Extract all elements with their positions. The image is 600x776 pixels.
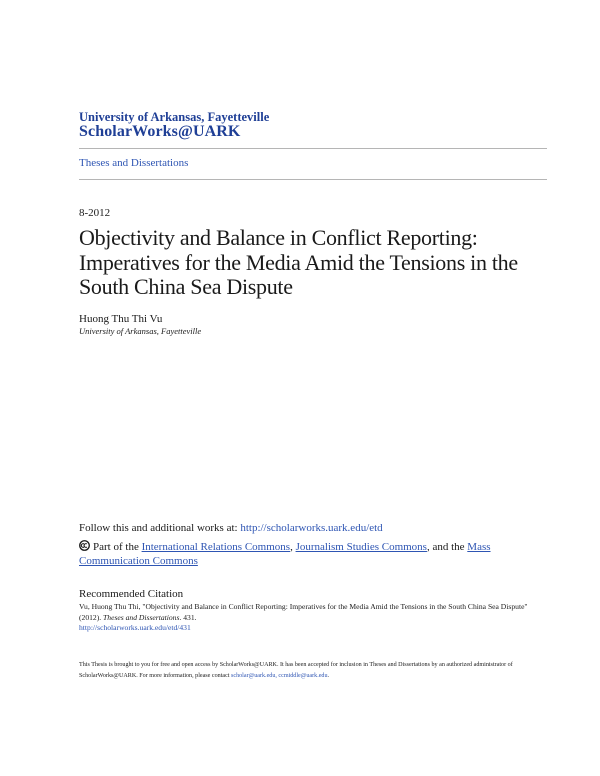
recommended-citation-heading: Recommended Citation bbox=[79, 588, 184, 600]
journalism-studies-commons-link[interactable]: Journalism Studies Commons bbox=[295, 541, 427, 553]
follow-line bbox=[79, 522, 383, 534]
divider-top bbox=[79, 148, 547, 149]
citation-number: . 431. bbox=[179, 612, 197, 622]
part-of-sep-2: , and the bbox=[426, 541, 468, 553]
part-of-sep-1: , bbox=[290, 541, 296, 553]
creative-commons-icon bbox=[79, 540, 90, 551]
part-of-prefix: Part of the bbox=[93, 541, 142, 553]
notice-end: . bbox=[327, 672, 330, 679]
author-affiliation: University of Arkansas, Fayetteville bbox=[79, 326, 202, 336]
follow-url-link[interactable]: http://scholarworks.uark.edu/etd bbox=[240, 522, 383, 534]
citation-series: Theses and Dissertations bbox=[103, 612, 180, 622]
international-relations-commons-link[interactable]: International Relations Commons bbox=[141, 541, 291, 553]
collection-link[interactable]: Theses and Dissertations bbox=[79, 157, 189, 169]
citation-url-link[interactable]: http://scholarworks.uark.edu/etd/431 bbox=[79, 623, 191, 632]
mass-communication-commons-link[interactable]: Mass Communication Commons bbox=[79, 541, 491, 567]
follow-prefix: Follow this and additional works at: bbox=[79, 522, 241, 534]
citation-text bbox=[79, 602, 547, 634]
notice-text: This Thesis is brought to you for free and open access by ScholarWorks@UARK. It has been accepted for inclusion in Theses and Dissertations by an authorized administrator of ScholarWorks@UARK. For more information, please contact bbox=[79, 662, 513, 679]
access-notice bbox=[79, 660, 549, 681]
author-name: Huong Thu Thi Vu bbox=[79, 313, 163, 325]
part-of-line bbox=[79, 540, 547, 568]
institution-name: University of Arkansas, Fayetteville bbox=[79, 110, 270, 124]
divider-bottom bbox=[79, 179, 547, 180]
publication-date: 8-2012 bbox=[79, 207, 111, 219]
document-title: Objectivity and Balance in Conflict Reporting: Imperatives for the Media Amid the Tensions in the South China Sea Dispute bbox=[79, 225, 518, 299]
citation-body: Vu, Huong Thu Thi, "Objectivity and Balance in Conflict Reporting: Imperatives for the Media Amid the Tensions in the South China Sea Dispute" (2012). bbox=[79, 602, 528, 622]
repository-name[interactable]: ScholarWorks@UARK bbox=[79, 123, 241, 140]
contact-email-link[interactable]: scholar@uark.edu, ccmiddle@uark.edu bbox=[231, 672, 328, 679]
